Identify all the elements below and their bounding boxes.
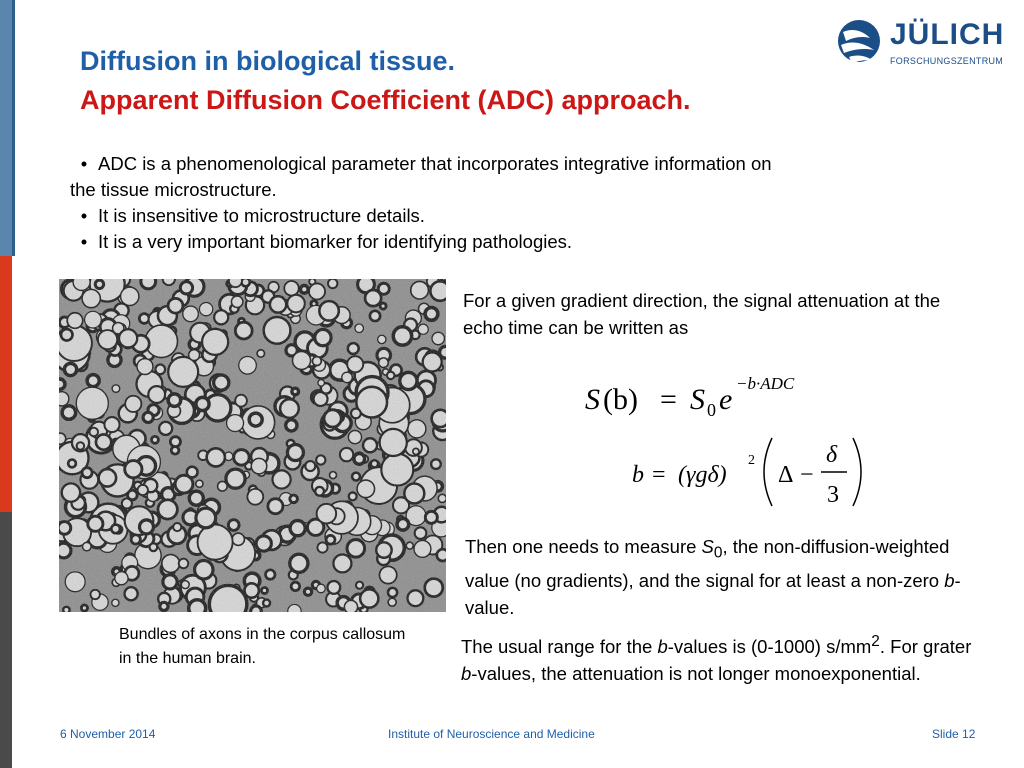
svg-text:0: 0 bbox=[707, 400, 716, 420]
b-value-range-text: The usual range for the b-values is (0-1000) $s/mm^2$. For grater b-values, the attenuation is not longer monoexponential. bbox=[461, 633, 972, 685]
svg-text:=: = bbox=[652, 462, 666, 488]
svg-text:e: e bbox=[719, 383, 733, 416]
b-value-equation bbox=[628, 432, 868, 512]
logo-wordmark: JÜLICH bbox=[890, 18, 1005, 51]
measurement-text: Then one needs to measure $S_0$, the non-diffusion-weighted value (no gradients), and the signal for at least a non-zero b-value. bbox=[465, 536, 961, 618]
side-bar-accent bbox=[12, 0, 15, 256]
image-caption: Bundles of axons in the corpus callosum in the human brain. bbox=[119, 626, 406, 667]
svg-text:2: 2 bbox=[748, 453, 755, 468]
bullet-item: • ADC is a phenomenological parameter that incorporates integrative information on bbox=[80, 153, 772, 174]
footer-institute: Institute of Neuroscience and Medicine bbox=[388, 727, 595, 741]
slide-subtitle: Apparent Diffusion Coefficient (ADC) approach. bbox=[80, 85, 691, 115]
footer-slide-number: Slide 12 bbox=[932, 727, 976, 741]
svg-text:δ: δ bbox=[826, 442, 838, 468]
svg-text:S: S bbox=[585, 383, 600, 416]
bullet-item: • It is a very important biomarker for identifying pathologies. bbox=[80, 231, 573, 252]
svg-text:3: 3 bbox=[827, 482, 839, 508]
svg-text:−: − bbox=[800, 462, 814, 488]
side-bar-gray bbox=[0, 512, 12, 768]
svg-text:(b): (b) bbox=[603, 383, 638, 416]
side-bar-blue bbox=[0, 0, 12, 256]
slide-title: Diffusion in biological tissue. bbox=[80, 46, 456, 76]
bullet-list bbox=[70, 151, 950, 255]
signal-equation bbox=[585, 365, 825, 425]
svg-text:S: S bbox=[690, 383, 705, 416]
julich-logo bbox=[836, 12, 1006, 70]
signal-attenuation-text: For a given gradient direction, the signal attenuation at the echo time can be written as bbox=[463, 290, 941, 338]
svg-text:Δ: Δ bbox=[778, 462, 794, 488]
side-bar-red bbox=[0, 256, 12, 512]
svg-text:(γgδ): (γgδ) bbox=[678, 462, 727, 488]
bullet-continuation: the tissue microstructure. bbox=[70, 179, 277, 200]
footer-date: 6 November 2014 bbox=[60, 727, 156, 741]
svg-text:=: = bbox=[660, 383, 677, 416]
svg-text:−b·ADC: −b·ADC bbox=[736, 374, 795, 393]
axon-micrograph-image bbox=[59, 279, 446, 612]
svg-text:b: b bbox=[632, 462, 644, 488]
logo-subtitle: FORSCHUNGSZENTRUM bbox=[890, 56, 1004, 66]
julich-logo-icon bbox=[836, 12, 886, 70]
bullet-item: • It is insensitive to microstructure details. bbox=[80, 205, 425, 226]
